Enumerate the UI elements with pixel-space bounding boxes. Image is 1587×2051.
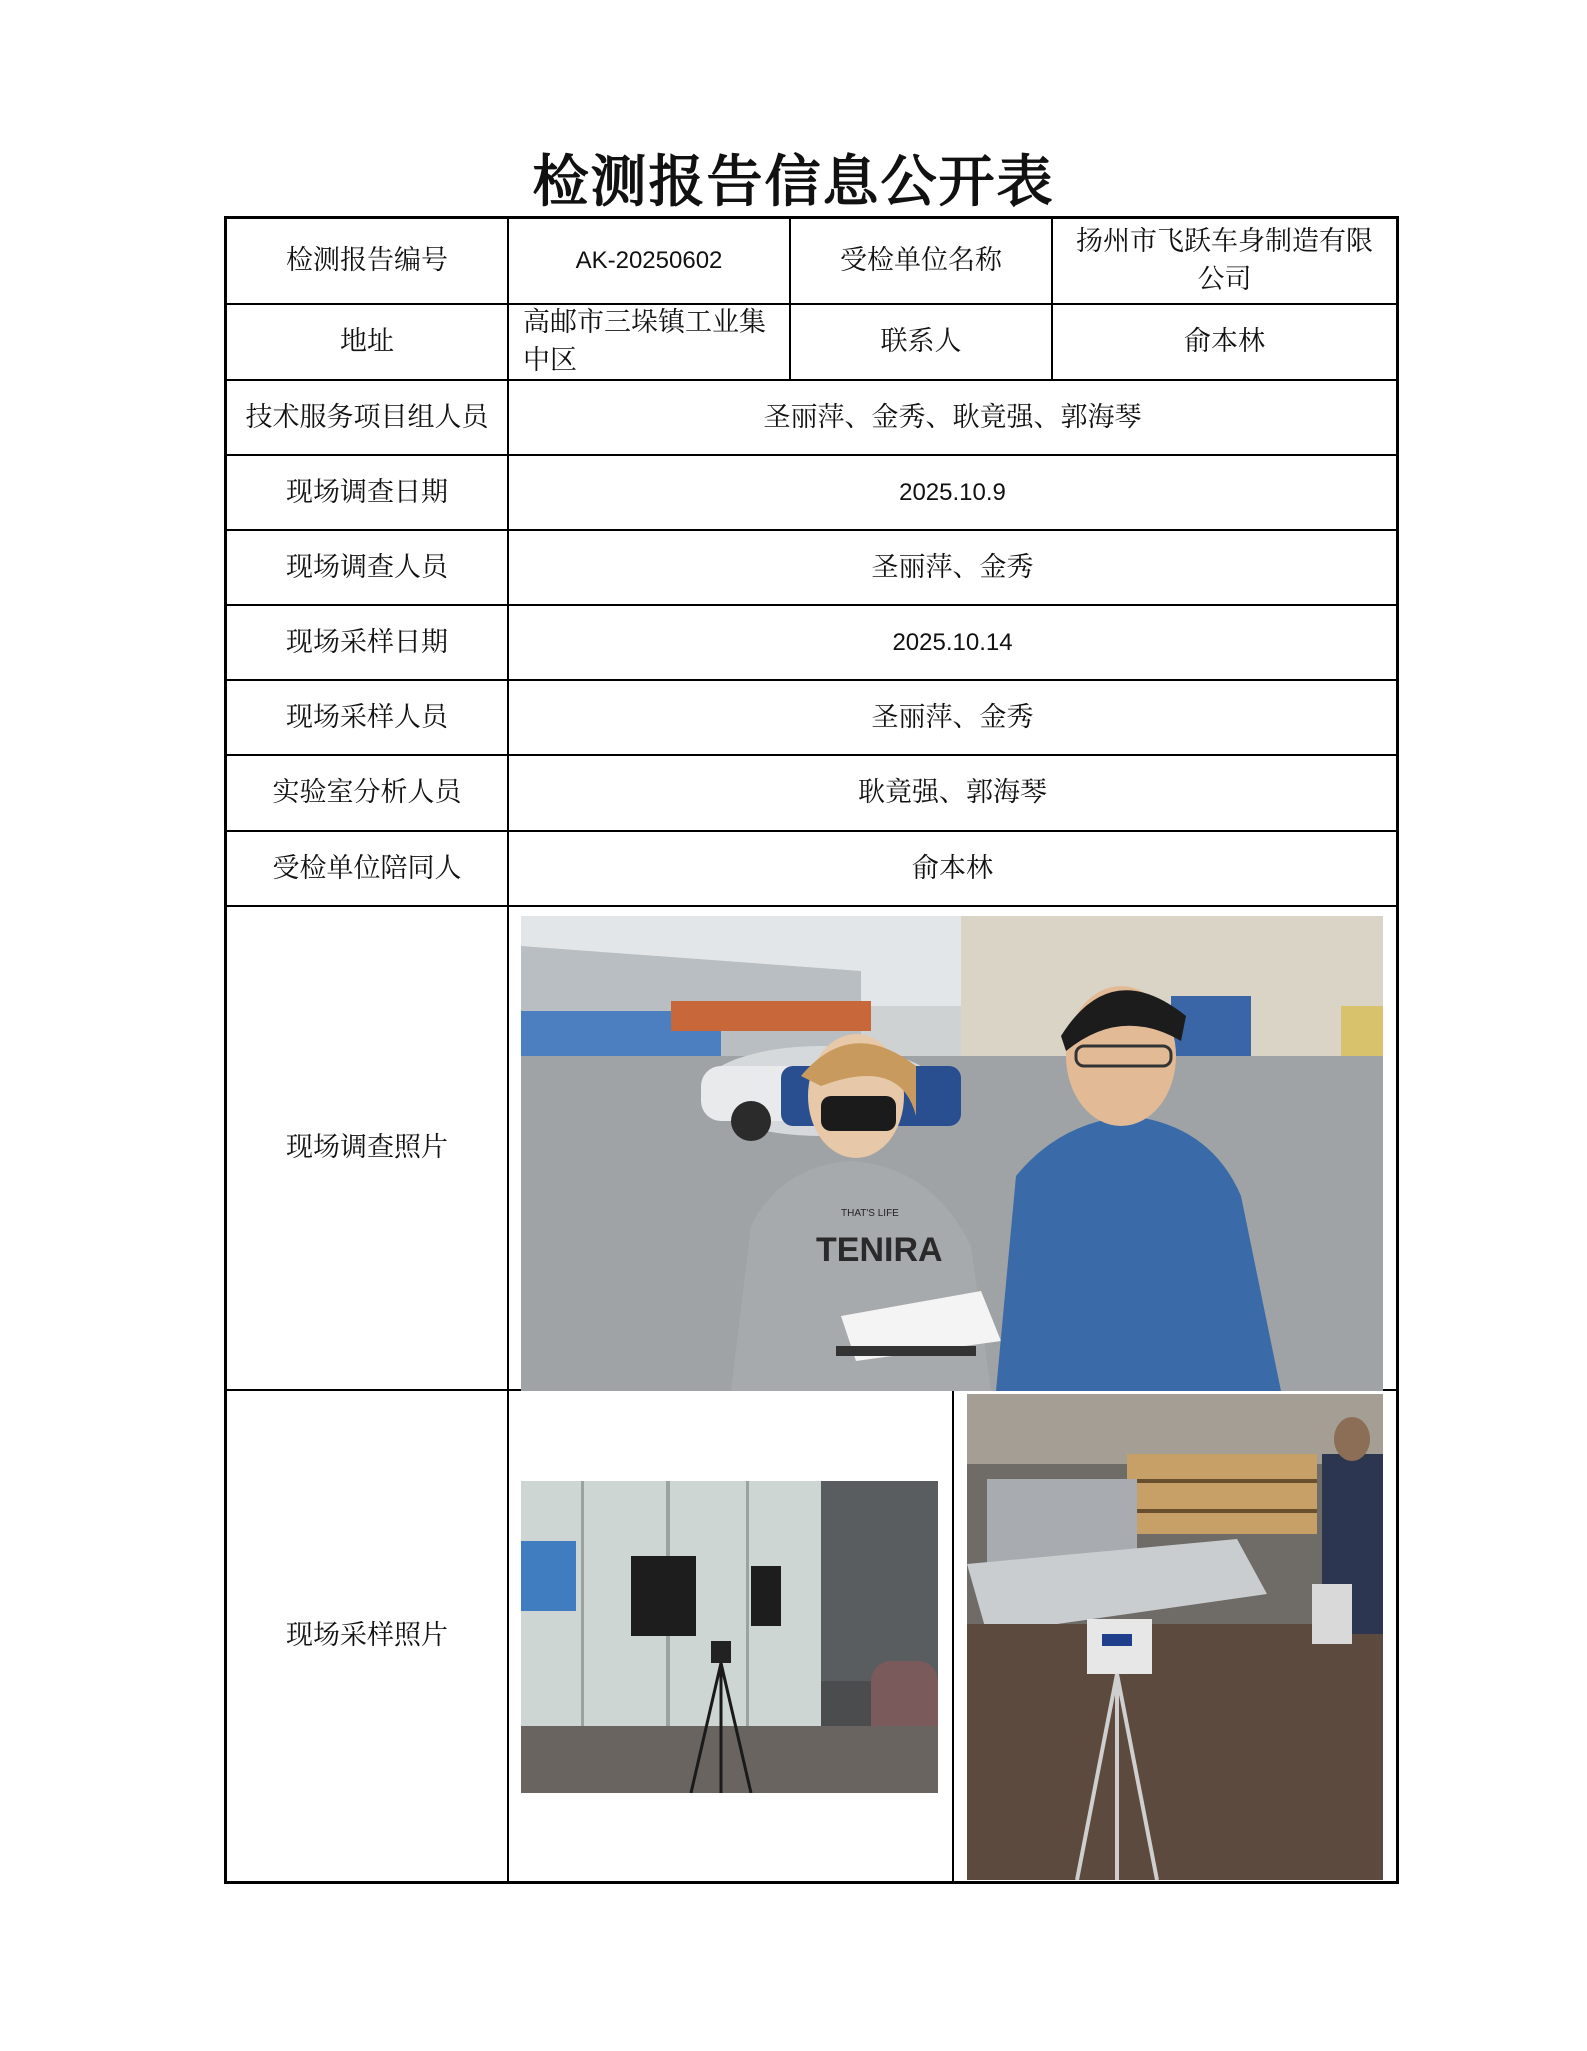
sampling-photo-booth [521,1481,938,1793]
address-label: 地址 [340,326,394,357]
sampling-staff-label: 现场采样人员 [286,701,448,733]
hoodie-text: TENIRA [816,1231,943,1269]
contact-value: 俞本林 [1184,326,1265,357]
sampling-photo-label: 现场采样照片 [286,1620,448,1651]
info-table [224,216,1399,1884]
team-label: 技术服务项目组人员 [245,401,489,433]
survey-date-label: 现场调查日期 [286,476,448,508]
report-no-label: 检测报告编号 [286,245,448,276]
contact-label: 联系人 [880,326,962,357]
address-value: 高邮市三垛镇工业集中区 [523,307,766,376]
lab-staff-value: 耿竟强、郭海琴 [858,777,1047,808]
survey-photo [521,916,1383,1391]
report-no-value: AK-20250602 [575,247,723,274]
sampling-date-value: 2025.10.14 [892,628,1013,656]
hoodie-small-text: THAT'S LIFE [841,1208,899,1219]
escort-value: 俞本林 [912,852,993,884]
sampling-photo-workshop [967,1394,1383,1880]
sampling-staff-value: 圣丽萍、金秀 [871,701,1034,733]
unit-name-value: 扬州市飞跃车身制造有限公司 [1076,226,1373,295]
survey-date-value: 2025.10.9 [899,478,1006,506]
unit-name-label: 受检单位名称 [840,245,1002,276]
page-title: 检测报告信息公开表 [532,149,1055,215]
survey-staff-value: 圣丽萍、金秀 [871,551,1034,583]
lab-staff-label: 实验室分析人员 [272,777,462,808]
team-value: 圣丽萍、金秀、耿竟强、郭海琴 [763,401,1142,433]
escort-label: 受检单位陪同人 [272,852,462,884]
sampling-date-label: 现场采样日期 [286,626,448,658]
survey-staff-label: 现场调查人员 [286,551,448,583]
survey-photo-label: 现场调查照片 [286,1132,448,1163]
